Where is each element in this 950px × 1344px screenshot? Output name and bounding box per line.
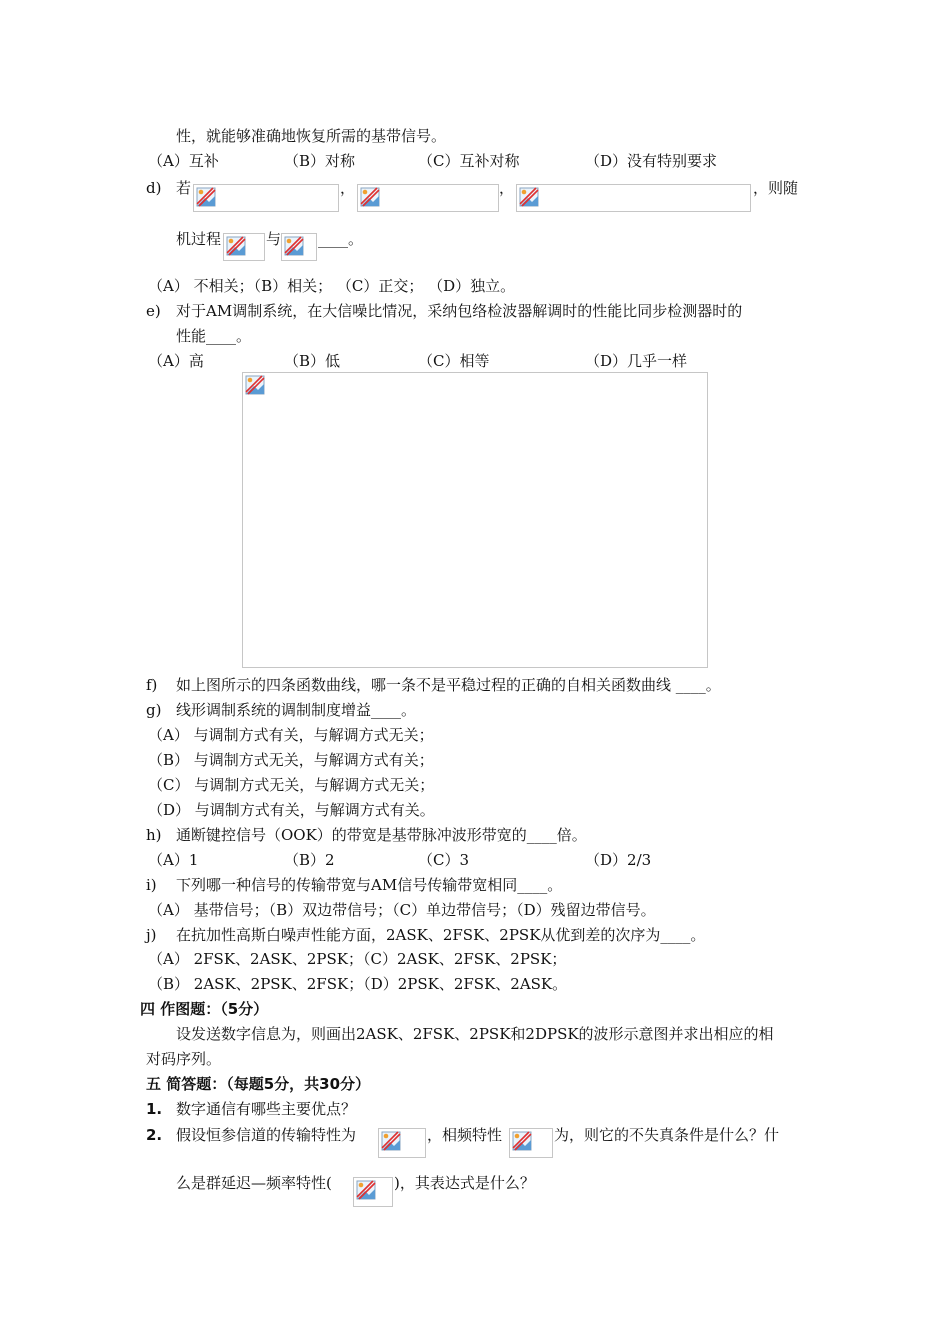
question-h-text: 通断键控信号（OOK）的带宽是基带脉冲波形带宽的____倍。: [176, 826, 587, 844]
option-b: （B） 与调制方式无关，与解调方式有关；: [148, 751, 434, 769]
formula-image: [357, 184, 499, 212]
question-g-text: 线形调制系统的调制制度增益____。: [176, 701, 417, 719]
option-a: （A）高: [148, 352, 204, 370]
question-i-label: i): [146, 876, 157, 894]
question-2-continuation: 么是群延迟—频率特性(: [176, 1174, 332, 1192]
question-i-text: 下列哪一种信号的传输带宽与AM信号传输带宽相同____。: [176, 876, 563, 894]
option-c: （C） 与调制方式无关，与解调方式无关；: [148, 776, 435, 794]
comma: ，: [499, 179, 515, 197]
question-2-number: 2.: [146, 1126, 163, 1144]
section-5-title: 五 简答题：（每题5分，共30分）: [146, 1075, 371, 1093]
broken-image-icon: [245, 375, 265, 395]
question-d-continuation: 与: [266, 230, 282, 248]
question-e-continuation: 性能____。: [176, 327, 252, 345]
question-d-label: d): [146, 179, 162, 197]
question-2-continuation: )，其表达式是什么？: [394, 1174, 535, 1192]
autocorrelation-figure: [242, 372, 708, 668]
option-d: （D）2/3: [585, 851, 652, 869]
option-d: （D）几乎一样: [585, 352, 688, 370]
formula-image: [353, 1177, 393, 1207]
section-4-title: 四 作图题：（5分）: [140, 1000, 269, 1018]
broken-image-icon: [519, 187, 539, 207]
question-e-text: 对于AM调制系统，在大信噪比情况，采纳包络检波器解调时的性能比同步检测器时的: [176, 302, 743, 320]
formula-image: [509, 1128, 553, 1158]
question-g-label: g): [146, 701, 162, 719]
formula-image: [378, 1128, 426, 1158]
question-f-text: 如上图所示的四条函数曲线，哪一条不是平稳过程的正确的自相关函数曲线 ____。: [176, 676, 721, 694]
broken-image-icon: [196, 187, 216, 207]
options-line: （B） 2ASK、2PSK、2FSK；（D）2PSK、2FSK、2ASK。: [148, 975, 568, 993]
options-line: （A） 基带信号；（B）双边带信号；（C）单边带信号；（D）残留边带信号。: [148, 901, 656, 919]
question-d-text-end: ，则随: [753, 179, 799, 197]
question-2-text: ，相频特性: [427, 1126, 503, 1144]
option-d: （D） 与调制方式有关，与解调方式有关。: [148, 801, 435, 819]
question-f-label: f): [146, 676, 158, 694]
options-line: （A） 2FSK、2ASK、2PSK；（C）2ASK、2FSK、2PSK；: [148, 950, 567, 968]
question-1-number: 1.: [146, 1100, 163, 1118]
option-d: （D）没有特别要求: [585, 152, 718, 170]
option-a: （A）互补: [148, 152, 219, 170]
question-j-text: 在抗加性高斯白噪声性能方面，2ASK、2FSK、2PSK从优到差的次序为____。: [176, 926, 706, 944]
formula-image: [223, 233, 265, 261]
option-c: （C）3: [418, 851, 470, 869]
section-4-paragraph: 对码序列。: [146, 1050, 222, 1068]
question-d-text: 若: [176, 179, 192, 197]
option-b: （B）2: [284, 851, 335, 869]
option-a: （A） 与调制方式有关，与解调方式无关；: [148, 726, 434, 744]
options-line: （A） 不相关；（B）相关； （C）正交； （D）独立。: [148, 277, 516, 295]
question-d-continuation: 机过程: [176, 230, 222, 248]
broken-image-icon: [356, 1180, 376, 1200]
formula-image: [516, 184, 751, 212]
option-a: （A）1: [148, 851, 199, 869]
formula-image: [281, 233, 317, 261]
broken-image-icon: [381, 1131, 401, 1151]
question-h-label: h): [146, 826, 162, 844]
question-2-text: 为，则它的不失真条件是什么？什: [554, 1126, 780, 1144]
formula-image: [193, 184, 339, 212]
broken-image-icon: [284, 236, 304, 256]
comma: ，: [340, 179, 356, 197]
option-c: （C）互补对称: [418, 152, 520, 170]
broken-image-icon: [360, 187, 380, 207]
question-2-text: 假设恒参信道的传输特性为: [176, 1126, 357, 1144]
question-c-continuation: 性，就能够准确地恢复所需的基带信号。: [176, 127, 447, 145]
question-j-label: j): [146, 926, 157, 944]
section-4-paragraph: 设发送数字信息为，则画出2ASK、2FSK、2PSK和2DPSK的波形示意图并求出相应的相: [176, 1025, 774, 1043]
broken-image-icon: [512, 1131, 532, 1151]
option-b: （B）低: [284, 352, 341, 370]
option-c: （C）相等: [418, 352, 490, 370]
question-1-text: 数字通信有哪些主要优点？: [176, 1100, 357, 1118]
broken-image-icon: [226, 236, 246, 256]
answer-blank: ____。: [318, 230, 364, 248]
question-e-label: e): [146, 302, 161, 320]
option-b: （B）对称: [284, 152, 356, 170]
